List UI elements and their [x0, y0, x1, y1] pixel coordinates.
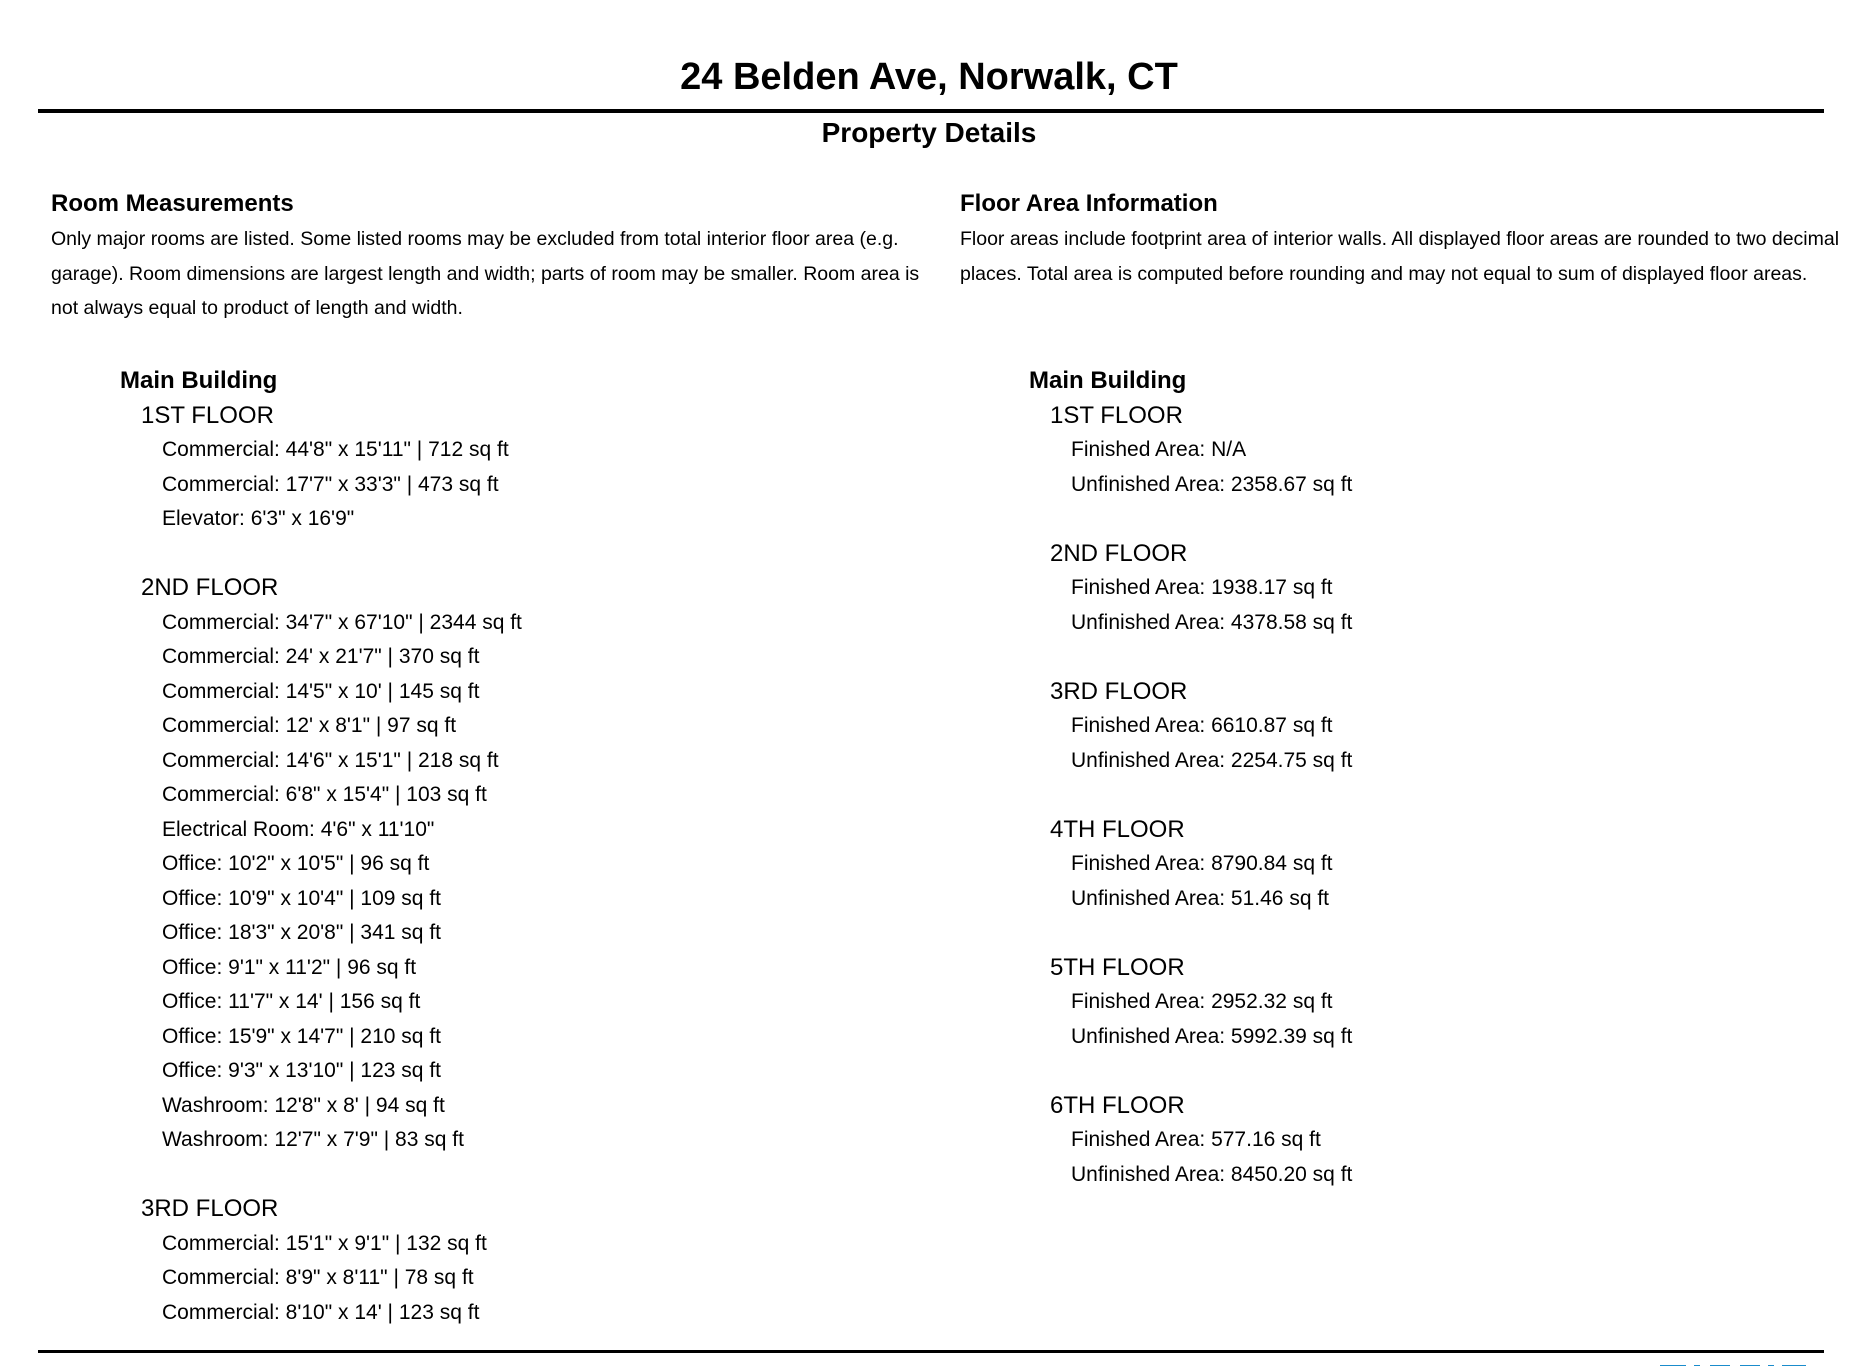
unfinished-area-value: Unfinished Area: 2358.67 sq ft	[1071, 472, 1353, 496]
room-measurements-heading: Room Measurements	[51, 190, 294, 217]
room-measurement-item: Elevator: 6'3" x 16'9"	[162, 507, 355, 530]
footer-divider	[38, 1350, 1824, 1353]
area-floor-list	[1029, 399, 1840, 1193]
area-floor-title: 1ST FLOOR	[1050, 401, 1183, 429]
area-floor-title: 2ND FLOOR	[1050, 539, 1188, 567]
floor-area-description: Floor areas include footprint area of interior walls. All displayed floor areas are rounded to two decimal places. Total area is computed before rounding and may not equal to sum of displayed floor areas.	[960, 228, 1840, 285]
area-building-title: Main Building	[1029, 367, 1187, 394]
room-measurement-item: Commercial: 34'7" x 67'10" | 2344 sq ft	[162, 610, 522, 634]
finished-area-value: Finished Area: 577.16 sq ft	[1071, 1128, 1321, 1151]
area-floor-block	[1029, 399, 1840, 503]
room-floor-block	[120, 571, 931, 1158]
room-measurement-item: Office: 18'3" x 20'8" | 341 sq ft	[162, 921, 441, 944]
room-measurement-item: Office: 10'9" x 10'4" | 109 sq ft	[162, 886, 441, 910]
page-subtitle: Property Details	[821, 117, 1037, 148]
room-measurement-item: Washroom: 12'7" x 7'9" | 83 sq ft	[162, 1128, 464, 1151]
room-measurement-item: Commercial: 12' x 8'1" | 97 sq ft	[162, 714, 457, 737]
area-floor-block	[1029, 951, 1840, 1055]
room-measurement-item: Office: 9'1" x 11'2" | 96 sq ft	[162, 955, 417, 979]
area-floor-block	[1029, 1089, 1840, 1193]
area-floor-title: 4TH FLOOR	[1050, 815, 1185, 843]
finished-area-value: Finished Area: 8790.84 sq ft	[1071, 852, 1333, 875]
room-floor-title: 2ND FLOOR	[141, 574, 279, 601]
brand-logo	[1660, 1358, 1815, 1366]
room-measurement-item: Commercial: 14'6" x 15'1" | 218 sq ft	[162, 748, 499, 772]
unfinished-area-value: Unfinished Area: 8450.20 sq ft	[1071, 1162, 1353, 1186]
room-measurement-item: Commercial: 8'10" x 14' | 123 sq ft	[162, 1300, 480, 1324]
unfinished-area-value: Unfinished Area: 51.46 sq ft	[1071, 886, 1329, 910]
area-floor-title: 6TH FLOOR	[1050, 1091, 1185, 1119]
area-floor-title: 5TH FLOOR	[1050, 953, 1185, 981]
room-measurement-item: Commercial: 8'9" x 8'11" | 78 sq ft	[162, 1266, 474, 1289]
room-measurement-item: Commercial: 44'8" x 15'11" | 712 sq ft	[162, 438, 509, 461]
room-measurement-item: Commercial: 24' x 21'7" | 370 sq ft	[162, 645, 480, 668]
room-measurement-item: Commercial: 14'5" x 10' | 145 sq ft	[162, 679, 480, 703]
area-building-block	[960, 364, 1840, 1192]
room-measurement-item: Washroom: 12'8" x 8' | 94 sq ft	[162, 1093, 445, 1117]
room-building-title: Main Building	[120, 367, 278, 394]
room-measurement-item: Electrical Room: 4'6" x 11'10"	[162, 817, 435, 841]
header-divider	[38, 109, 1824, 113]
unfinished-area-value: Unfinished Area: 5992.39 sq ft	[1071, 1024, 1353, 1048]
room-floor-title: 3RD FLOOR	[141, 1195, 279, 1222]
room-floor-list	[120, 399, 931, 1331]
floor-area-heading: Floor Area Information	[960, 190, 1218, 217]
finished-area-value: Finished Area: N/A	[1071, 438, 1247, 461]
room-floor-block	[120, 1192, 931, 1330]
room-measurement-item: Commercial: 6'8" x 15'4" | 103 sq ft	[162, 783, 487, 806]
area-floor-block	[1029, 813, 1840, 917]
room-measurement-item: Commercial: 17'7" x 33'3" | 473 sq ft	[162, 472, 499, 496]
floor-area-section	[960, 186, 1840, 1227]
finished-area-value: Finished Area: 1938.17 sq ft	[1071, 576, 1333, 599]
room-building-block	[51, 364, 931, 1330]
area-floor-block	[1029, 537, 1840, 641]
area-floor-block	[1029, 675, 1840, 779]
room-measurements-section	[51, 186, 931, 1365]
room-measurement-item: Office: 11'7" x 14' | 156 sq ft	[162, 990, 421, 1013]
room-measurements-description: Only major rooms are listed. Some listed rooms may be excluded from total interior floor area (e.g. garage). Room dimensions are largest length and width; parts of room may be smaller. Room area is not always equal to product of length and width.	[51, 228, 920, 319]
finished-area-value: Finished Area: 2952.32 sq ft	[1071, 990, 1333, 1013]
area-floor-title: 3RD FLOOR	[1050, 677, 1188, 705]
finished-area-value: Finished Area: 6610.87 sq ft	[1071, 714, 1333, 737]
room-measurement-item: Office: 9'3" x 13'10" | 123 sq ft	[162, 1059, 441, 1082]
unfinished-area-value: Unfinished Area: 4378.58 sq ft	[1071, 610, 1353, 634]
page-title: 24 Belden Ave, Norwalk, CT	[680, 56, 1178, 98]
room-floor-block	[120, 399, 931, 537]
room-measurement-item: Commercial: 15'1" x 9'1" | 132 sq ft	[162, 1231, 487, 1255]
room-measurement-item: Office: 15'9" x 14'7" | 210 sq ft	[162, 1024, 441, 1048]
room-floor-title: 1ST FLOOR	[141, 401, 274, 429]
room-measurement-item: Office: 10'2" x 10'5" | 96 sq ft	[162, 852, 430, 875]
unfinished-area-value: Unfinished Area: 2254.75 sq ft	[1071, 748, 1353, 772]
